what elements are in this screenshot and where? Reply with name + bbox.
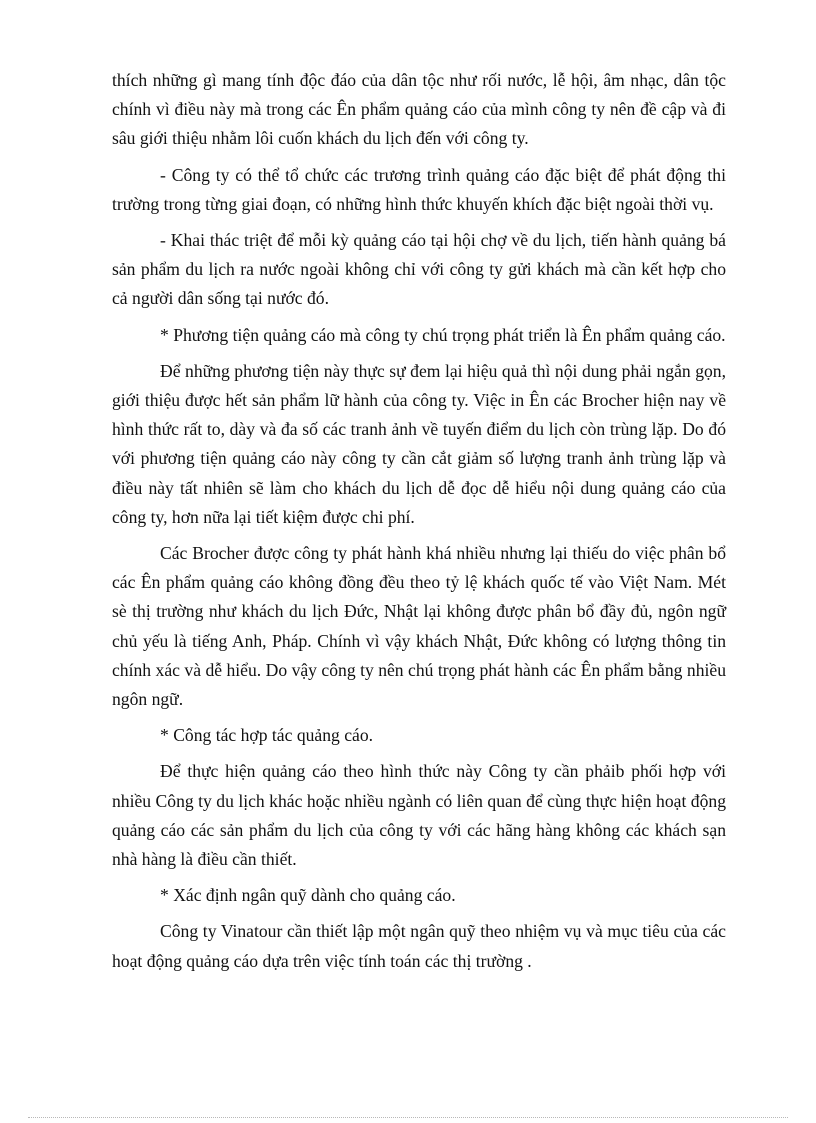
paragraph-cooperation-body: Để thực hiện quảng cáo theo hình thức này Công ty cần phảib phối hợp với nhiều Công ty du lịch khác hoặc nhiều ngành có liên quan để cùng thực hiện hoạt động quảng cáo các sản phẩm du lịch của công ty với các hãng hàng không các khách sạn nhà hàng là điều cần thiết. [112,761,726,870]
paragraph-brochure-content: Để những phương tiện này thực sự đem lại hiệu quả thì nội dung phải ngắn gọn, giới thiệu được hết sản phẩm lữ hành của công ty. Việc in Ên các Brocher hiện nay về hình thức rất to, dày và đa số các tranh ảnh về tuyến điểm du lịch còn trùng lặp. Do đó với phương tiện quảng cáo này công ty cần cắt giảm số lượng tranh ảnh trùng lặp và điều này tất nhiên sẽ làm cho khách du lịch dễ đọc dễ hiểu nội dung quảng cáo của công ty, hơn nữa lại tiết kiệm được chi phí. [112,360,726,527]
paragraph-bullet-promotion-programs: - Công ty có thể tổ chức các trương trình quảng cáo đặc biệt để phát động thi trường trong từng giai đoạn, có những hình thức khuyến khích đặc biệt ngoài thời vụ. [112,164,726,214]
paragraph-heading-budget: * Xác định ngân quỹ dành cho quảng cáo. [160,885,456,906]
paragraph-brochure-distribution: Các Brocher được công ty phát hành khá nhiều nhưng lại thiếu do việc phân bổ các Ên phẩm quảng cáo không đồng đều theo tỷ lệ khách quốc tế vào Việt Nam. Mét sè thị trường như khách du lịch Đức, Nhật lại không được phân bổ đầy đủ, ngôn ngữ chủ yếu là tiếng Anh, Pháp. Chính vì vậy khách Nhật, Đức không có lượng thông tin chính xác và dễ hiểu. Do vậy công ty nên chú trọng phát hành các Ên phẩm bằng nhiều ngôn ngữ. [112,543,726,710]
paragraph-heading-print-media: * Phương tiện quảng cáo mà công ty chú trọng phát triển là Ên phẩm quảng cáo. [160,324,726,345]
paragraph-bullet-trade-fairs: - Khai thác triệt để mỗi kỳ quảng cáo tại hội chợ về du lịch, tiến hành quảng bá sản phẩm du lịch ra nước ngoài không chỉ với công ty gửi khách mà cần kết hợp cho cả người dân sống tại nước đó. [112,230,726,309]
paragraph-budget-body: Công ty Vinatour cần thiết lập một ngân quỹ theo nhiệm vụ và mục tiêu của các hoạt động quảng cáo dựa trên việc tính toán các thị trường . [112,921,726,971]
paragraph-heading-cooperation: * Công tác hợp tác quảng cáo. [160,725,374,746]
document-body [112,66,726,983]
page-footer-divider [28,1117,788,1118]
paragraph-continued: thích những gì mang tính độc đáo của dân tộc như rối nước, lễ hội, âm nhạc, dân tộc chính vì điều này mà trong các Ên phẩm quảng cáo của mình công ty nên đề cập và đi sâu giới thiệu nhằm lôi cuốn khách du lịch đến với công ty. [112,70,726,149]
